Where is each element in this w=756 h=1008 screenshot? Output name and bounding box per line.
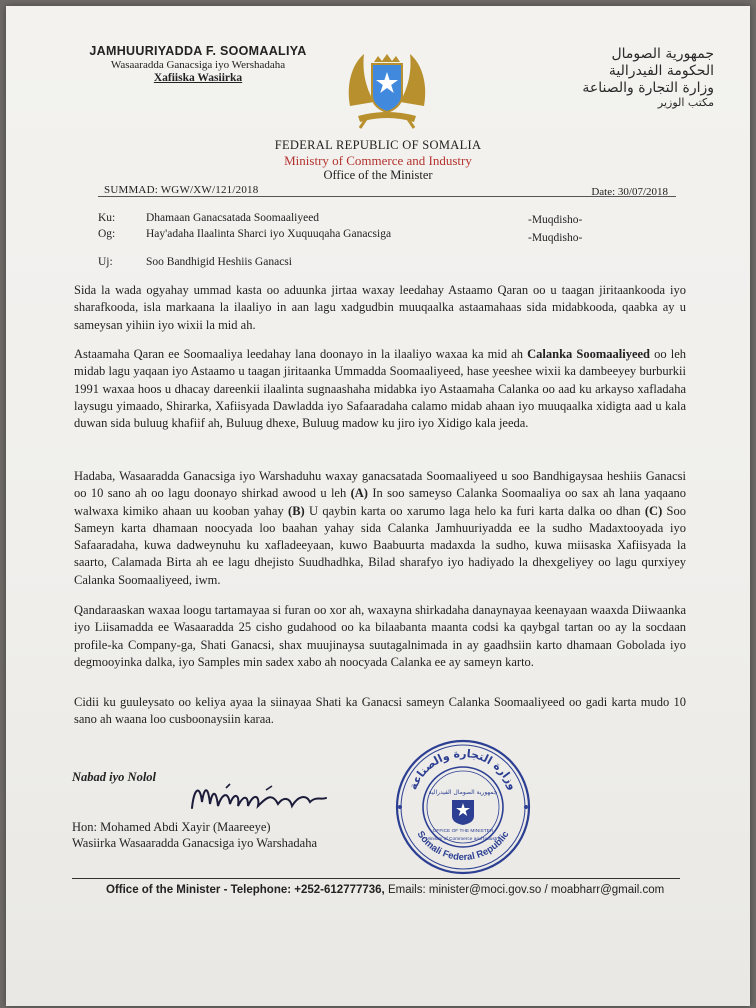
- arabic-office-name: مكتب الوزير: [657, 96, 714, 109]
- stamp-ring-top-text: وزارة التجارة والصناعة: [406, 746, 520, 792]
- paragraph-3-label-c: (C): [644, 503, 663, 518]
- stamp-inner-arabic: جمهورية الصومال الفيدرالية: [428, 789, 498, 796]
- paragraph-1: Sida la wada ogyahay ummad kasta oo aduunka jirtaa waxay leedahay Astaamo Qaran oo u taagan jiritaankooda iyo sharafkooda, isla markaana la ilaaliyo in aan lagu xadgudbin muuqaalka astaamahaas sida midabkooda, qaabka ay u sameysan yihiin iyo wixii la mid ah.: [74, 283, 686, 332]
- ku-value: Dhamaan Ganacsatada Soomaaliyeed: [146, 212, 320, 224]
- english-office-name: Office of the Minister: [323, 168, 433, 182]
- footer-emails: Emails: minister@moci.gov.so / moabharr@gmail.com: [387, 884, 665, 896]
- og-value: Hay'adaha Ilaalinta Sharci iyo Xuquuqaha Ganacsiga: [146, 228, 392, 240]
- arabic-ministry-name: وزارة التجارة والصناعة: [582, 80, 714, 96]
- signer-title: Wasiirka Wasaaradda Ganacsiga iyo Warshadaha: [72, 836, 318, 850]
- coat-of-arms-icon: [342, 44, 432, 134]
- paragraph-2-bold: Calanka Soomaaliyeed: [527, 347, 651, 361]
- paragraph-5: Cidii ku guuleysato oo keliya ayaa la siinayaa Shati ka Ganacsi sameyn Calanka Soomaaliyeed oo gadi karta mudo 10 sano ah waana loo cusboonaysiin karaa.: [74, 695, 686, 727]
- ku-place: -Muqdisho-: [528, 214, 583, 226]
- ku-label: Ku:: [98, 212, 116, 224]
- stamp-inner-english: OFFICE OF THE MINISTER: [432, 829, 494, 834]
- arabic-header: [514, 46, 714, 109]
- english-country-name: FEDERAL REPUBLIC OF SOMALIA: [274, 138, 482, 152]
- arabic-country-name: جمهورية الصومال: [611, 46, 714, 62]
- uj-subject: Soo Bandhigid Heshiis Ganacsi: [146, 256, 292, 268]
- somali-header: [68, 44, 328, 84]
- closing-greeting: Nabad iyo Nolol: [72, 770, 157, 784]
- letter-date: Date: 30/07/2018: [591, 186, 668, 198]
- svg-text:Somali Federal Republic: [415, 829, 512, 863]
- english-ministry-name: Ministry of Commerce and Industry: [284, 153, 472, 168]
- paragraph-2-text-b: oo leh midab lagu yaqaan iyo Astaamo u taagan jiritaanka Ummadda Soomaaliyeed, hase yeeshee wixii ka dambeeyey burburkii 1991 waxaa hoos u dhacay dareenkii ilaalinta sugnaashaha midabka iyo Astaamaha Calanka oo aad ku arkayso xafladaha laysugu yimaado, Shirarka, Xafiisyada Dawladda iyo Safaaradaha calamo midab ahaan iyo muuqaalka xidigta aad u kala duwan sida buluug khafiif ah, Buluug dhexe, Buluug madow ku jiro iyo Xidigo kala jeeda.: [74, 347, 686, 431]
- paragraph-2-text-a: Astaamaha Qaran ee Soomaaliya leedahay lana doonayo in la ilaaliyo waxaa ka mid ah: [74, 347, 528, 361]
- reference-number: SUMMAD: WGW/XW/121/2018: [104, 184, 259, 196]
- stamp-emblem-icon: [452, 800, 474, 825]
- somali-office-name: Xafiiska Wasiirka: [153, 72, 243, 84]
- paragraph-4: Qandaraaskan waxaa loogu tartamayaa si furan oo xor ah, waxayna shirkadaha danaynayaa keenayaan waaxda Diiwaanka iyo Liisamadda ee Wasaaradda 25 cisho gudahood oo ka bilaabanta maanta codsi ka qaybgal tartan oo ay la socdaan profile-ka Company-ga, Shati Ganacsi, shax muujinaysa suutagalnimada in ay gaadhsiin karto dhamaan Gobolada iyo degmooyinka dalka, iyo Samples min sadex xabo ah noocyada Calanka ee ay sameyn karto.: [74, 603, 686, 669]
- uj-label: Uj:: [98, 256, 113, 268]
- footer-office-phone: Office of the Minister - Telephone: +252-612777736,: [106, 884, 385, 896]
- paragraph-3-label-b: (B): [288, 503, 305, 518]
- somali-country-name: JAMHUURIYADDA F. SOOMAALIYA: [89, 44, 307, 58]
- paragraph-3-text-a: Hadaba, Wasaaradda Ganacsiga iyo Warshaduhu waxay ganacsatada Soomaaliyeed u soo Bandhigaysaa heshiis Ganacsi oo 10 sano ah oo lagu doonayo shirkad awood u leh: [74, 469, 686, 501]
- og-place: -Muqdisho-: [528, 232, 583, 244]
- reference-line: [98, 182, 676, 197]
- footer-divider: [72, 878, 680, 879]
- paragraph-3-text-b: In soo sameyso Calanka Soomaaliya oo sax ah lana yaqaano walwaxa kimiko ahaan uu kooban yahay: [74, 486, 686, 518]
- letter-sheet: [6, 6, 750, 1006]
- paragraph-3-text-c: U qaybin karta oo xarumo laga helo ka furi karta dalka oo dhan: [304, 503, 645, 518]
- paragraph-3-label-a: (A): [350, 486, 368, 501]
- signature-icon: [186, 778, 346, 818]
- arabic-government-name: الحكومة الفيدرالية: [608, 63, 714, 79]
- footer-contact: [106, 884, 664, 896]
- official-stamp: [392, 736, 534, 878]
- somali-ministry-name: Wasaaradda Ganacsiga iyo Wershadaha: [110, 59, 286, 71]
- stamp-ring-bottom-text: Somali Federal Republic: [414, 829, 512, 864]
- paragraph-3: [74, 468, 686, 589]
- paragraph-3-text-d: Soo Sameyn karta dhamaan noocyada loo baahan yahay sida Calanka Jamhuuriyadda ee la sudho Madaxtooyada iyo Safaaradaha, kuwa dadweynuhu ku xafladeeyaan, kuwo Baabuurta madaxda la sudho, kuwa miisaska Xafiisyada la saarto, Calamada Birta ah ee lagu dhejisto Suudhadhka, Bilad sharafyo iyo hadiyado la dhexgeliyey oo lagu qurxiyey Calanka Soomaaliyeed, iwm.: [74, 503, 687, 587]
- signer-name: Hon: Mohamed Abdi Xayir (Maareeye): [72, 820, 271, 834]
- stamp-ministry-english: Ministry of Commerce and Industry: [425, 837, 501, 842]
- og-label: Og:: [98, 228, 116, 240]
- paragraph-2: [74, 346, 686, 432]
